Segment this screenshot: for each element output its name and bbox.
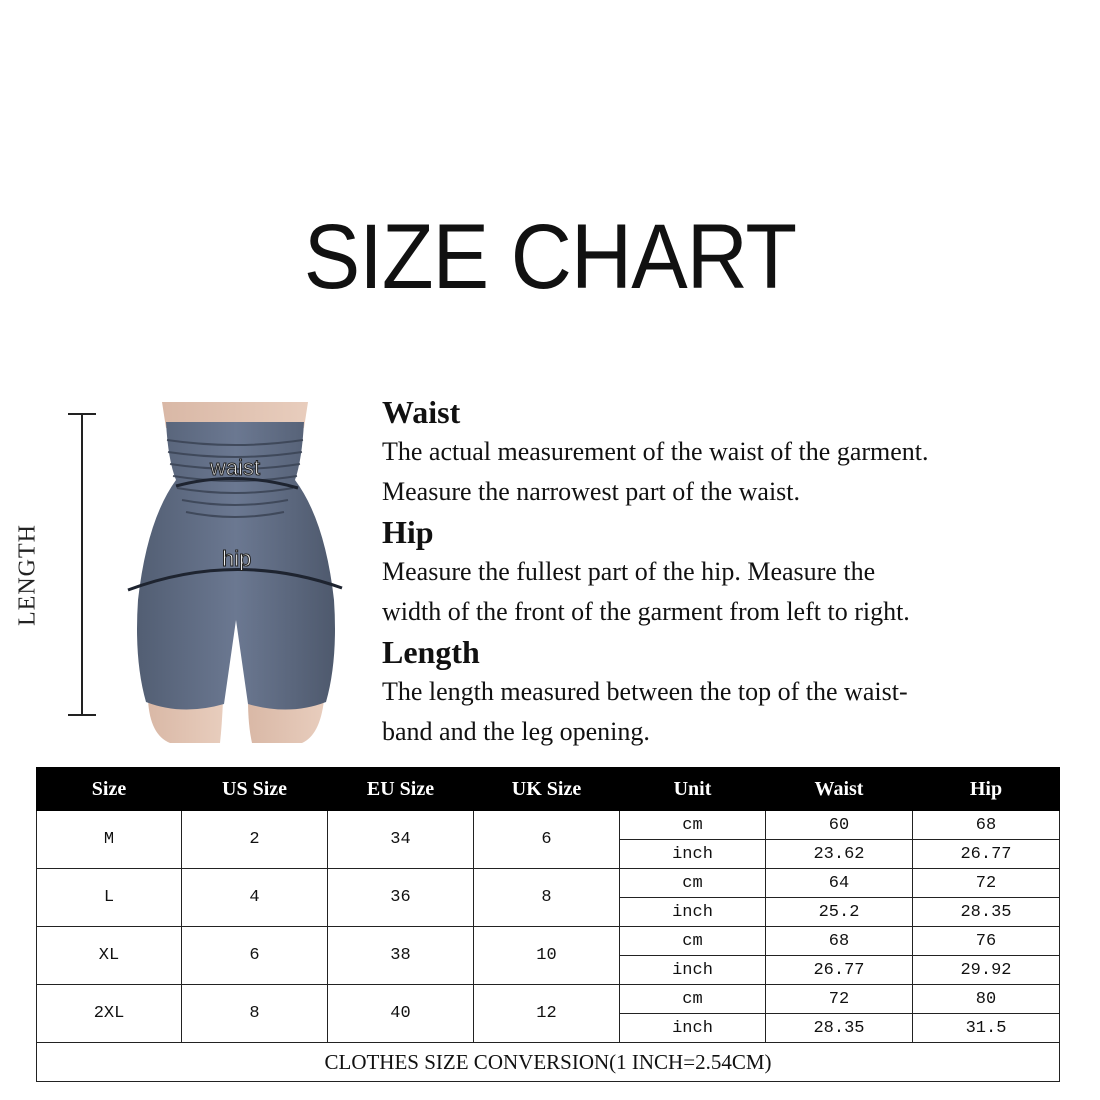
length-measure-line [40,412,110,717]
waist-heading: Waist [382,394,461,430]
uk-size-cell: 6 [474,811,620,869]
column-header: US Size [182,768,328,811]
size-cell: M [37,811,182,869]
column-header: Unit [620,768,766,811]
unit-cell: inch [620,840,766,869]
waist-cell: 23.62 [766,840,913,869]
waist-label: waist [210,455,261,480]
column-header: Size [37,768,182,811]
unit-cell: cm [620,927,766,956]
eu-size-cell: 34 [328,811,474,869]
unit-cell: cm [620,811,766,840]
unit-cell: cm [620,985,766,1014]
unit-cell: inch [620,956,766,985]
hip-label: hip [222,546,252,571]
table-footer-row [37,1043,1060,1082]
us-size-cell: 6 [182,927,328,985]
column-header: EU Size [328,768,474,811]
eu-size-cell: 36 [328,869,474,927]
uk-size-cell: 10 [474,927,620,985]
length-desc-line: The length measured between the top of the waist- [382,677,908,706]
waist-cell: 68 [766,927,913,956]
uk-size-cell: 12 [474,985,620,1043]
table-row [37,811,1060,840]
unit-cell: inch [620,898,766,927]
hip-cell: 80 [913,985,1060,1014]
size-cell: XL [37,927,182,985]
page-title: SIZE CHART [303,206,797,308]
table-row [37,985,1060,1014]
waist-cell: 28.35 [766,1014,913,1043]
hip-cell: 28.35 [913,898,1060,927]
size-table [36,767,1060,1082]
hip-cell: 76 [913,927,1060,956]
conversion-note: CLOTHES SIZE CONVERSION(1 INCH=2.54CM) [37,1043,1060,1082]
eu-size-cell: 38 [328,927,474,985]
column-header: Hip [913,768,1060,811]
unit-cell: inch [620,1014,766,1043]
waist-desc-line: Measure the narrowest part of the waist. [382,477,801,506]
column-header: Waist [766,768,913,811]
length-label: LENGTH [14,524,41,626]
table-header-row [37,768,1060,811]
us-size-cell: 4 [182,869,328,927]
hip-heading: Hip [382,514,434,550]
unit-cell: cm [620,869,766,898]
hip-cell: 72 [913,869,1060,898]
waist-cell: 64 [766,869,913,898]
us-size-cell: 2 [182,811,328,869]
column-header: UK Size [474,768,620,811]
waist-desc-line: The actual measurement of the waist of the garment. [382,437,929,466]
table-row [37,927,1060,956]
shapewear-illustration [120,400,350,745]
hip-desc-line: Measure the fullest part of the hip. Measure the [382,557,876,586]
uk-size-cell: 8 [474,869,620,927]
hip-cell: 31.5 [913,1014,1060,1043]
waist-cell: 72 [766,985,913,1014]
waist-cell: 25.2 [766,898,913,927]
waist-cell: 26.77 [766,956,913,985]
size-cell: L [37,869,182,927]
waist-cell: 60 [766,811,913,840]
eu-size-cell: 40 [328,985,474,1043]
hip-cell: 68 [913,811,1060,840]
length-heading: Length [382,634,480,670]
hip-cell: 26.77 [913,840,1060,869]
us-size-cell: 8 [182,985,328,1043]
hip-cell: 29.92 [913,956,1060,985]
table-row [37,869,1060,898]
measurement-descriptions [382,392,1082,752]
size-cell: 2XL [37,985,182,1043]
length-desc-line: band and the leg opening. [382,717,650,746]
hip-desc-line: width of the front of the garment from left to right. [382,597,910,626]
